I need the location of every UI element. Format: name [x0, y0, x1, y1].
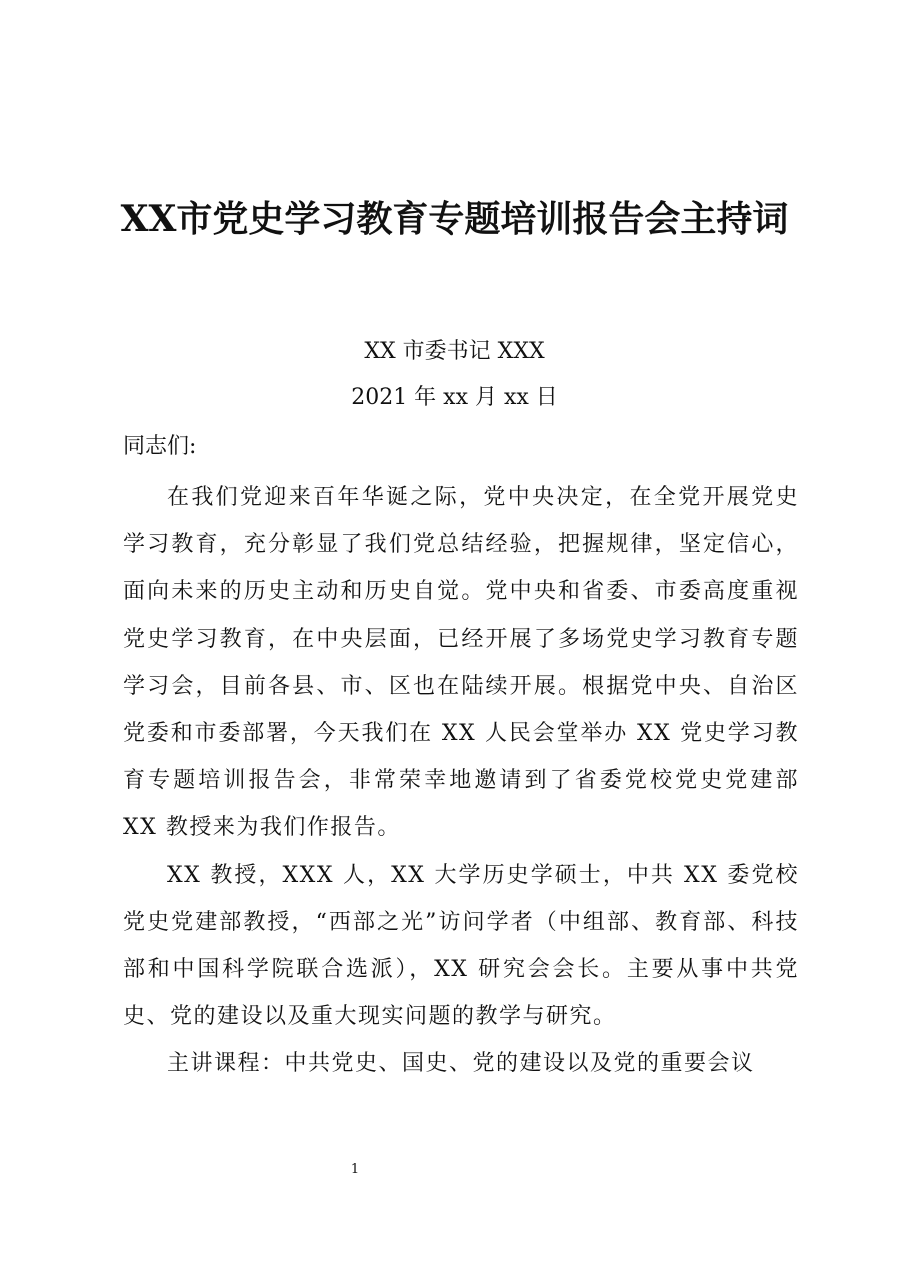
date-line: 2021 年 xx 月 xx 日: [351, 385, 558, 410]
document-title: XX市党史学习教育专题培训报告会主持词: [120, 198, 789, 240]
page-number: 1: [350, 1162, 360, 1177]
author-line: XX 市委书记 XXX: [364, 339, 545, 364]
paragraph-1: 在我们党迎来百年华诞之际，党中央决定，在全党开展党史学习教育，充分彰显了我们党总结经验，把握规律，坚定信心，面向未来的历史主动和历史自觉。党中央和省委、市委高度重视党史学习教育，在中央层面，已经开展了多场党史学习教育专题学习会，目前各县、市、区也在陆续开展。根据党中央、自治区党委和市委部署，今天我们在 XX 人民会堂举办 XX 党史学习教育专题培训报告会，非常荣幸地邀请到了省委党校党史党建部 XX 教授来为我们作报告。: [123, 485, 799, 841]
document-body: [123, 474, 799, 1088]
greeting: 同志们:: [123, 434, 197, 459]
paragraph-2: XX 教授，XXX 人，XX 大学历史学硕士，中共 XX 委党校党史党建部教授，“西部之光”访问学者（中组部、教育部、科技部和中国科学院联合选派），XX 研究会会长。主要从事中共党史、党的建设以及重大现实问题的教学与研究。: [123, 862, 799, 1030]
paragraph-3: 主讲课程：中共党史、国史、党的建设以及党的重要会议: [167, 1051, 755, 1077]
